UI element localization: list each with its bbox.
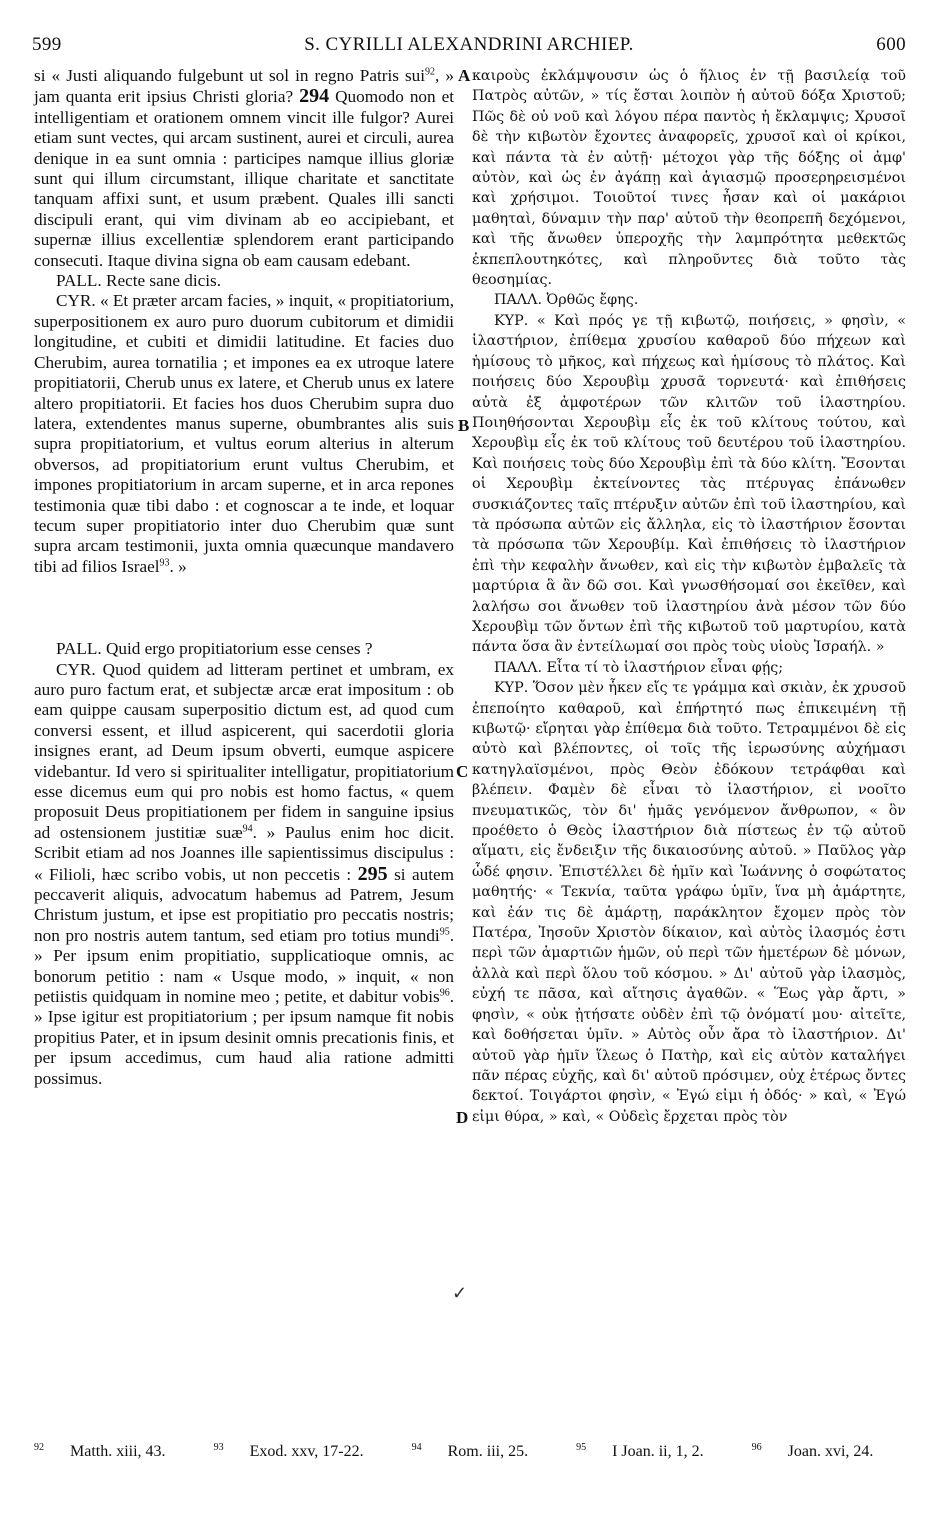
footnote: $^{95}$ I Joan. ii, 1, 2. xyxy=(576,1441,704,1460)
margin-letter-c: C xyxy=(456,762,469,781)
section-number: 294 xyxy=(299,85,330,108)
footnotes xyxy=(34,1443,914,1461)
footnote-ref: 92 xyxy=(425,66,436,78)
footnote: $^{94}$ Rom. iii, 25. xyxy=(411,1441,529,1460)
footnote: $^{92}$ Matth. xiii, 43. xyxy=(34,1441,166,1460)
latin-paragraph-1: si « Justi aliquando fulgebunt ut sol in regno Patris sui$^{92}$, » jam quanta erit ipsius Christi gloria? 294 Quomodo non et intelligentiam et orationem omnem vincit ille fulgor? Aurei etiam sunt vectes, qui arcam sustinent, aurei et circuli, aurea denique in ea sunt omnia : participes namque illius gloriæ sunt qui illum circumstant, illique charitate et sanctitate tanquam affixi sunt, et usum præbent. Quales illi sancti discipuli erant, qui vim divinam ab eo accipiebant, et supernæ illius excellentiæ splendorem erant participando consecuti. Itaque divina signa ob eam causam edebant. xyxy=(34,66,455,270)
greek-paragraph-5: ΚΥΡ. Ὅσον μὲν ἧκεν εἴς τε γράμμα καὶ σκιὰν, ἐκ χρυσοῦ ἐπεποίητο καθαροῦ, καὶ ἐπήρτητό πως ἐπικειμένη τῇ κιβωτῷ· εἴρηται γὰρ ἐπίθεμα διὰ τοῦτο. Τετραμμένοι δὲ εἰς αὐτὸ καὶ βλέποντες, οἱ τοῖς τῆς ἱερωσύνης αὐχήμασι κατηγλαϊσμένοι, πρὸς Θεὸν ἐδόκουν τετράφθαι καὶ βλέπειν. Φαμὲν δὲ εἶναι τὸ ἱλαστήριον, εἰ νοοῖτο πνευματικῶς, τὸν δι' ἡμᾶς γενόμενον ἄνθρωπον, « ὃν προέθετο ὁ Θεὸς ἱλαστήριον διὰ πίστεως ἐν τῷ αὐτοῦ αἵματι, εἰς ἔνδειξιν τῆς δικαιοσύνης αὐτοῦ. » Παῦλος γὰρ ὧδέ φησιν. Ἐπιστέλλει δὲ ἡμῖν καὶ Ἰωάννης ὁ σοφώτατος μαθητής· « Τεκνία, ταῦτα γράφω ὑμῖν, ἵνα μὴ ἁμάρτητε, καὶ ἐάν τις δὲ ἁμάρτῃ, παράκλητον ἔχομεν πρὸς τὸν Πατέρα, Ἰησοῦν Χριστὸν δίκαιον, καὶ αὐτὸς ἱλασμός ἐστι περὶ τῶν ἁμαρτιῶν ἡμῶν, οὐ περὶ τῶν ἡμετέρων δὲ μόνων, ἀλλὰ καὶ περὶ ὅλου τοῦ κόσμου. » Δι' αὐτοῦ γὰρ ἱλασμὸς, εὐχή τε πᾶσα, καὶ αἴτησις ἀγαθῶν. « Ἕως γὰρ ἄρτι, » φησὶν, « οὐκ ᾐτήσατε οὐδὲν ἐπὶ τῷ ὀνόματί μου· αἰτεῖτε, καὶ δοθήσεται ὑμῖν. » Αὐτὸς οὖν ἄρα τὸ ἱλαστήριον. Δι' αὐτοῦ γὰρ ἡμῖν ἵλεως ὁ Πατὴρ, καὶ εἰς αὐτὸν καταλήγει πᾶν πέρας εὐχῆς, καὶ δι' αὐτοῦ πρόσιμεν, οὐχ ἑτέρως ὄντες δεκτοί. Τοιγάρτοι φησὶν, « Ἐγώ εἰμι ἡ ὁδός· » καὶ, « Ἐγώ εἰμι θύρα, » καὶ, « Οὐδεὶς ἔρχεται πρὸς τὸν xyxy=(472,680,906,1125)
margin-letter-a: A xyxy=(458,66,471,85)
greek-paragraph-4: ΠΑΛΛ. Εἶτα τί τὸ ἱλαστήριον εἶναι φῄς; xyxy=(494,659,784,676)
latin-paragraph-5: CYR. Quod quidem ad litteram pertinet et umbram, ex auro puro factum erat, et subjectæ arcæ erat impositum : ob eam quippe causam superpositio dictum est, ad quod cum conversi essent, et illud aspicerent, qui sacerdotii gloria insignes erant, ad Deum ipsum obverti, eumque aspicere videbantur. Id vero si spiritualiter intelligatur, propitiatorium esse dicemus eum qui pro nobis est homo factus, « quem proposuit Deus propitiationem per fidem in sanguine ipsius ad ostensionem justitiæ suæ$^{94}$. » Paulus enim hoc dicit. Scribit etiam ad nos Joannes ille sapientissimus discipulus : « Filioli, hæc scribo vobis, ut non peccetis : 295 si autem peccaverit aliquis, advocatum habemus ad Patrem, Jesum Christum justum, et ipse est propitiatio pro peccatis nostris; non pro nostris autem tantum, sed etiam pro totius mundi$^{95}$. » Per ipsum enim propitiatio, supplicatioque omnis, ac bonorum petitio : nam « Usque modo, » inquit, « non petiistis quidquam in nomine meo ; petite, et dabitur vobis$^{96}$. » Ipse igitur est propitiatorium ; per ipsum namque fit nobis propitius Pater, et in ipsum desinit omnis precationis finis, et per ipsum accedimus, cum haud alia ratione admitti possimus. xyxy=(34,659,455,1088)
footnote: $^{93}$ Exod. xxv, 17-22. xyxy=(213,1441,364,1460)
page-number-left: 599 xyxy=(32,34,62,55)
footnote-ref: 94 xyxy=(242,823,253,835)
running-title: S. CYRILLI ALEXANDRINI ARCHIEP. xyxy=(304,34,634,55)
latin-paragraph-3: CYR. « Et præter arcam facies, » inquit, « propitiatorium, superpositionem ex auro puro duorum cubitorum et dimidii longitudine, et cubiti et dimidii latitudine. Et facies duo Cherubim, aurea tornatilia ; et impones ea ex utroque latere propitiatorii, Cherub unus ex latere, et Cherub unus ex latere altero propitiatorii. Et facies hos duos Cherubim supra duo latera, extendentes manus superne, obumbrantes alis suis supra propitiatorium, et vultus eorum alterius in alterum obversos, ad propitiatorium erunt vultus Cherubim, et impones propitiatorium in arcam superne, et in arca repones testimonia quæ tibi dabo : et cognoscar a te inde, et loquar tecum super propitiatorio inter duo Cherubim quæ sunt supra arcam testimonii, juxta omnia quæcunque mandavero tibi ad filios Israel$^{93}$. » xyxy=(34,291,454,576)
check-mark-icon: ✓ xyxy=(452,1283,468,1303)
running-header xyxy=(32,34,906,60)
greek-paragraph-2: ΠΑΛΛ. Ὀρθῶς ἔφης. xyxy=(494,292,639,309)
greek-column xyxy=(472,66,906,1127)
footnote-ref: 95 xyxy=(439,926,450,938)
footnote-ref: 93 xyxy=(159,557,170,569)
greek-paragraph-1: καιροὺς ἐκλάμψουσιν ὡς ὁ ἥλιος ἐν τῇ βασιλείᾳ τοῦ Πατρὸς αὐτῶν, » τίς ἔσται λοιπὸν ἡ αὐτοῦ δόξα Χριστοῦ; Πῶς δὲ οὐ νοῦ καὶ λόγου πέρα παντὸς ἡ ἔκλαμψις; Χρυσοῖ δὲ τὴν κιβωτὸν ἔχοντες ἀναφορεῖς, χρυσοῖ καὶ οἱ κρίκοι, καὶ πάντα τὰ ἐν αὐτῇ· μέτοχοι γὰρ τῆς δόξης οἱ ἀμφ' αὐτὸν, καὶ ὡς ἐν ἀγάπῃ καὶ ἁγιασμῷ προσερηρεισμένοι καὶ χρήσιμοι. Τοιοῦτοί τινες ἦσαν καὶ οἱ μακάριοι μαθηταὶ, δύναμιν τὴν παρ' αὐτοῦ τὴν θεοπρεπῆ δεχόμενοι, καὶ τῆς ἄνωθεν ὑπεροχῆς τὴν λαμπρότητα μεθεκτῶς ἐκπεπλουτηκότες, καὶ πληροῦντες διὰ τοῦτο τὰς θεοσημίας. xyxy=(472,68,906,289)
spacer xyxy=(34,577,454,639)
page-number-right: 600 xyxy=(876,34,906,55)
greek-paragraph-3: ΚΥΡ. « Καὶ πρός γε τῇ κιβωτῷ, ποιήσεις, » φησὶν, « ἱλαστήριον, ἐπίθεμα χρυσίου καθαροῦ δύο πήχεων καὶ ἡμίσους τὸ μῆκος, καὶ πήχεως καὶ ἡμίσους τὸ πλάτος. Καὶ ποιήσεις δύο Χερουβὶμ χρυσᾶ τορνευτά· καὶ ἐπιθήσεις αὐτὰ ἐξ ἀμφοτέρων τῶν κλιτῶν τοῦ ἱλαστηρίου. Ποιηθήσονται Χερουβὶμ εἷς ἐκ τοῦ κλίτους τούτου, καὶ Χερουβὶμ εἷς ἐκ τοῦ κλίτους τοῦ δευτέρου τοῦ ἱλαστηρίου. Καὶ ποιήσεις τοὺς δύο Χερουβὶμ ἐπὶ τὰ δύο κλίτη. Ἔσονται οἱ Χερουβὶμ ἐκτείνοντες τὰς πτέρυγας ἐπάνωθεν συσκιάζοντες ταῖς πτέρυξιν αὐτῶν ἐπὶ τοῦ ἱλαστηρίου, καὶ τὰ πρόσωπα αὐτῶν εἰς ἄλληλα, εἰς τὸ ἱλαστήριον ἔσονται τὰ πρόσωπα τῶν Χερουβίμ. Καὶ ἐπιθήσεις τὸ ἱλαστήριον ἐπὶ τὴν κεφαλὴν ἄνωθεν, καὶ εἰς τὴν κιβωτὸν ἐμβαλεῖς τὰ μαρτύρια ἃ ἂν δῶ σοι. Καὶ γνωσθήσομαί σοι ἐκεῖθεν, καὶ λαλήσω σοι ἄνωθεν τοῦ ἱλαστηρίου ἀνὰ μέσον τῶν δύο Χερουβὶμ τῶν ὄντων ἐπὶ τῆς κιβωτοῦ τοῦ μαρτυρίου, κατὰ πάντα ὅσα ἂν ἐντείλωμαί σοι πρὸς τοὺς υἱοὺς Ἰσραήλ. » xyxy=(472,312,906,656)
footnote: $^{96}$ Joan. xvi, 24. xyxy=(751,1441,874,1460)
latin-column xyxy=(34,66,454,1089)
footnote-ref: 96 xyxy=(439,987,450,999)
latin-paragraph-4: PALL. Quid ergo propitiatorium esse censes ? xyxy=(56,639,373,659)
latin-paragraph-2: PALL. Recte sane dicis. xyxy=(56,271,222,291)
section-number: 295 xyxy=(357,862,388,885)
margin-letter-d: D xyxy=(456,1108,469,1127)
margin-letter-b: B xyxy=(458,416,470,435)
